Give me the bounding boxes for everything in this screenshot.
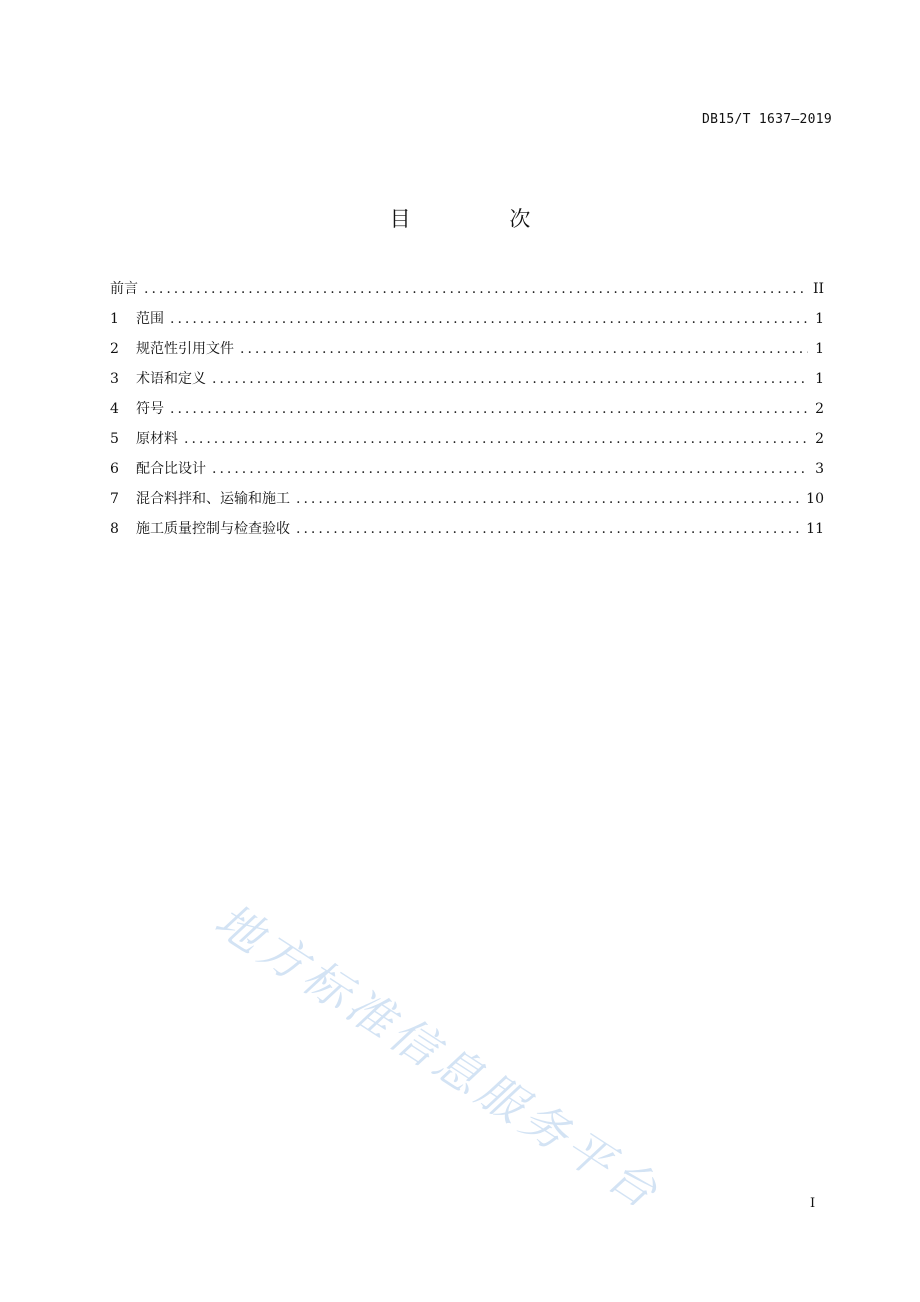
toc-entry-number: 4 (110, 401, 119, 417)
toc-entry-number: 7 (110, 491, 119, 507)
page-number: I (810, 1196, 816, 1211)
toc-entry-label: 混合料拌和、运输和施工 (136, 491, 290, 507)
toc-entry-page: 1 (815, 371, 824, 387)
toc-entry-label: 符号 (136, 401, 164, 417)
toc-entry-scope[interactable] (110, 309, 824, 339)
toc-entry-page: 11 (806, 521, 824, 537)
page-title: 目 次 (389, 207, 577, 231)
toc-entry-number: 6 (110, 461, 119, 477)
toc-entry-label: 前言 (110, 281, 138, 297)
toc-leader-dots (240, 339, 808, 359)
toc-entry-terms-definitions[interactable] (110, 369, 824, 399)
toc-entry-label: 配合比设计 (136, 461, 206, 477)
toc-entry-label: 施工质量控制与检查验收 (136, 521, 290, 537)
toc-entry-mixing-transport-construction[interactable] (110, 489, 824, 519)
toc-entry-number: 8 (110, 521, 119, 537)
toc-leader-dots (212, 459, 808, 479)
toc-entry-quality-control-inspection[interactable] (110, 519, 824, 549)
toc-entry-page: II (812, 281, 824, 297)
standard-code: DB15/T 1637—2019 (701, 112, 832, 127)
toc-entry-label: 规范性引用文件 (136, 341, 234, 357)
toc-leader-dots (144, 279, 807, 299)
toc-entry-page: 2 (815, 401, 824, 417)
toc-entry-page: 2 (815, 431, 824, 447)
toc-leader-dots (296, 489, 800, 509)
toc-leader-dots (170, 309, 808, 329)
toc-entry-normative-references[interactable] (110, 339, 824, 369)
watermark: 地方标准信息服务平台 (205, 892, 672, 1222)
table-of-contents (110, 279, 824, 549)
toc-entry-label: 术语和定义 (136, 371, 206, 387)
toc-entry-page: 1 (815, 341, 824, 357)
toc-leader-dots (212, 369, 808, 389)
toc-entry-number: 1 (110, 311, 119, 327)
toc-entry-label: 原材料 (136, 431, 178, 447)
toc-leader-dots (170, 399, 808, 419)
toc-entry-raw-materials[interactable] (110, 429, 824, 459)
toc-entry-foreword[interactable] (110, 279, 824, 309)
toc-entry-page: 3 (815, 461, 824, 477)
toc-entry-number: 3 (110, 371, 119, 387)
toc-entry-page: 10 (806, 491, 824, 507)
toc-entry-label: 范围 (136, 311, 164, 327)
toc-entry-number: 5 (110, 431, 119, 447)
toc-entry-page: 1 (815, 311, 824, 327)
toc-leader-dots (184, 429, 808, 449)
toc-entry-mix-design[interactable] (110, 459, 824, 489)
toc-leader-dots (296, 519, 800, 539)
toc-entry-symbols[interactable] (110, 399, 824, 429)
toc-entry-number: 2 (110, 341, 119, 357)
